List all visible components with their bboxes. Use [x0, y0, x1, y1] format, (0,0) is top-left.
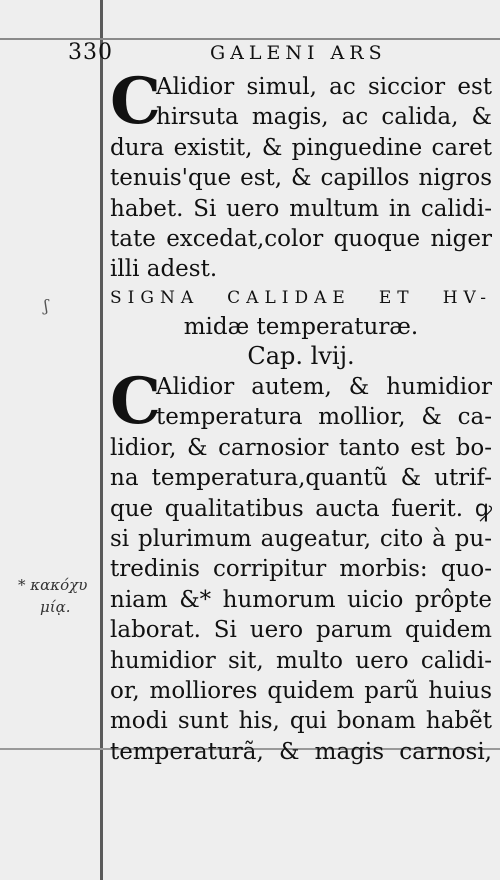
text-line: hirsuta magis, ac calida, &: [156, 104, 492, 131]
margin-note: [18, 574, 98, 618]
text-line: Alidior autem, & humidior: [156, 374, 492, 400]
text-line: dura existit, & pinguedine caret: [110, 134, 492, 161]
text-line: tate excedat,color quoque niger: [110, 225, 492, 252]
paragraph-1: [110, 64, 492, 285]
page-number: 330: [68, 40, 113, 65]
heading-caps: SIGNA CALIDAE ET HV-: [110, 288, 492, 308]
text-line: humidior sit, multo uero calidi-: [110, 647, 492, 674]
margin-mark: ʃ: [44, 296, 49, 315]
text-line: laborat. Si uero parum quidem: [110, 617, 492, 644]
text-line: tredinis corripitur morbis: quo-: [110, 556, 492, 583]
text-line: que qualitatibus aucta fuerit. ꝙ: [110, 495, 492, 522]
text-line: Alidior simul, ac siccior est: [156, 74, 492, 100]
drop-cap: C: [110, 364, 161, 439]
text-line: or, molliores quidem parũ huius: [110, 677, 492, 704]
running-head: GALENI ARS: [210, 42, 387, 64]
margin-note-line: μίᾳ.: [40, 598, 71, 616]
drop-cap: C: [110, 64, 161, 139]
heading-line-2: midæ temperaturæ.: [183, 314, 419, 340]
paragraph-2: [110, 364, 492, 767]
text-line: tenuis'que est, & capillos nigros: [110, 165, 492, 192]
text-line: modi sunt his, qui bonam habẽt: [110, 708, 492, 735]
text-line: habet. Si uero multum in calidi-: [110, 195, 492, 222]
chapter-number: Cap. lvij.: [247, 342, 355, 370]
text-line: illi adest.: [110, 256, 218, 283]
chapter-heading: [110, 288, 492, 370]
text-line: temperatura mollior, & ca-: [156, 404, 492, 431]
text-line: temperaturã, & magis carnosi,: [110, 738, 492, 765]
text-line: lidior, & carnosior tanto est bo-: [110, 434, 492, 461]
text-line: niam &* humorum uicio prôpte: [110, 586, 492, 613]
margin-note-line: * κακόχυ: [18, 576, 88, 594]
text-line: na temperatura,quantũ & utrif-: [110, 465, 492, 492]
text-line: si plurimum augeatur, cito à pu-: [110, 525, 492, 552]
